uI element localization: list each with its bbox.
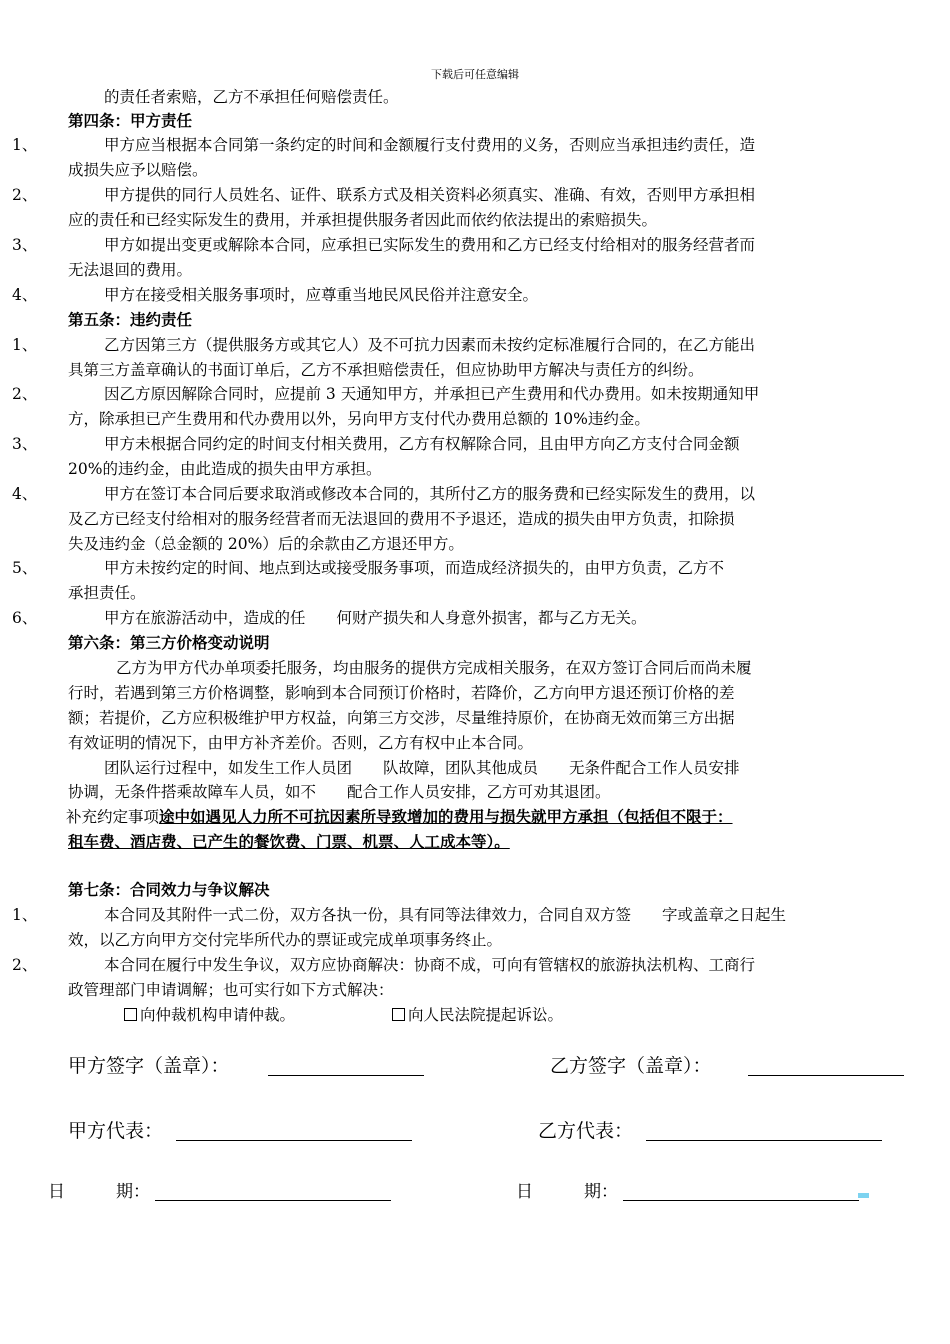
party-b-rep-label: 乙方代表： (538, 1120, 634, 1142)
body-text-line: 甲方在签订本合同后要求取消或修改本合同的，其所付乙方的服务费和已经实际发生的费用，以 (104, 485, 756, 503)
party-a-sign-label: 甲方签字（盖章）： (68, 1055, 230, 1077)
body-text-line: 的责任者索赔，乙方不承担任何赔偿责任。 (104, 88, 399, 106)
court-checkbox[interactable] (392, 1008, 405, 1021)
body-text-line: 及乙方已经支付给相对的服务经营者而无法退回的费用不予退还，造成的损失由甲方负责，扣除损 (68, 510, 735, 528)
option-arbitration[interactable] (124, 1005, 295, 1025)
body-text-line: 甲方在旅游活动中，造成的任 何财产损失和人身意外损害，都与乙方无关。 (104, 609, 647, 627)
page-header-note: 下载后可任意编辑 (431, 68, 519, 81)
body-text-line: 有效证明的情况下，由甲方补齐差价。否则，乙方有权中止本合同。 (68, 734, 534, 752)
body-text-line: 甲方提供的同行人员姓名、证件、联系方式及相关资料必须真实、准确、有效，否则甲方承担相 (104, 186, 756, 204)
party-a-sign-line[interactable] (268, 1075, 424, 1076)
clause-number: 1、 (12, 336, 38, 354)
body-text-line: 行时，若遇到第三方价格调整，影响到本合同预订价格时，若降价，乙方向甲方退还预订价格的差 (68, 684, 735, 702)
article-heading: 第六条：第三方价格变动说明 (68, 634, 270, 652)
party-a-rep-line[interactable] (176, 1140, 412, 1141)
body-text-line: 承担责任。 (68, 584, 146, 602)
article-heading: 第四条：甲方责任 (68, 112, 193, 130)
clause-number: 1、 (12, 136, 38, 154)
body-text-line: 无法退回的费用。 (68, 261, 193, 279)
supplement-line-1 (66, 807, 733, 827)
supplement-label: 补充约定事项 (66, 808, 160, 826)
article-heading: 第五条：违约责任 (68, 311, 193, 329)
body-text-line: 成损失应予以赔偿。 (68, 161, 208, 179)
clause-number: 2、 (12, 385, 38, 403)
arbitration-checkbox[interactable] (124, 1008, 137, 1021)
option-court-label: 向人民法院提起诉讼。 (408, 1006, 564, 1024)
clause-number: 3、 (12, 236, 38, 254)
party-a-rep-label: 甲方代表： (68, 1120, 164, 1142)
body-text-line: 本合同及其附件一式二份，双方各执一份，具有同等法律效力，合同自双方签 字或盖章之日起生 (104, 906, 787, 924)
article-heading: 第七条：合同效力与争议解决 (68, 881, 270, 899)
body-text-line: 甲方未根据合同约定的时间支付相关费用，乙方有权解除合同，且由甲方向乙方支付合同金额 (104, 435, 740, 453)
clause-number: 4、 (12, 485, 38, 503)
clause-number: 2、 (12, 186, 38, 204)
party-b-sign-label: 乙方签字（盖章）： (550, 1055, 712, 1077)
body-text-line: 乙方为甲方代办单项委托服务，均由服务的提供方完成相关服务，在双方签订合同后而尚未履 (116, 659, 752, 677)
body-text-line: 甲方如提出变更或解除本合同，应承担已实际发生的费用和乙方已经支付给相对的服务经营者而 (104, 236, 756, 254)
supplement-line-2 (68, 832, 510, 852)
body-text-line: 团队运行过程中，如发生工作人员团 队故障，团队其他成员 无条件配合工作人员安排 (104, 759, 740, 777)
body-text-line: 20%的违约金，由此造成的损失由甲方承担。 (68, 460, 382, 478)
body-text-line: 具第三方盖章确认的书面订单后，乙方不承担赔偿责任，但应协助甲方解决与责任方的纠纷。 (68, 361, 704, 379)
body-text-line: 甲方在接受相关服务事项时，应尊重当地民风民俗并注意安全。 (104, 286, 539, 304)
clause-number: 4、 (12, 286, 38, 304)
body-text-line: 协调，无条件搭乘故障车人员，如不 配合工作人员安排，乙方可劝其退团。 (68, 783, 611, 801)
party-a-date-label: 日 期： (48, 1182, 150, 1202)
body-text-line: 政管理部门申请调解；也可实行如下方式解决： (68, 981, 394, 999)
clause-number: 5、 (12, 559, 38, 577)
body-text-line: 因乙方原因解除合同时，应提前 3 天通知甲方，并承担已产生费用和代办费用。如未按期通知甲 (104, 385, 760, 403)
body-text-line: 应的责任和已经实际发生的费用，并承担提供服务者因此而依约依法提出的索赔损失。 (68, 211, 658, 229)
clause-number: 2、 (12, 956, 38, 974)
party-b-sign-line[interactable] (748, 1075, 904, 1076)
clause-number: 6、 (12, 609, 38, 627)
clause-number: 1、 (12, 906, 38, 924)
supplement-text-1: 途中如遇见人力所不可抗因素所导致增加的费用与损失就甲方承担（包括但不限于： (159, 808, 733, 826)
party-b-date-line[interactable] (623, 1200, 859, 1201)
supplement-text-2: 租车费、酒店费、已产生的餐饮费、门票、机票、人工成本等）。 (68, 833, 510, 851)
body-text-line: 甲方未按约定的时间、地点到达或接受服务事项，而造成经济损失的，由甲方负责，乙方不 (104, 559, 725, 577)
option-arbitration-label: 向仲裁机构申请仲裁。 (140, 1006, 296, 1024)
party-a-date-line[interactable] (155, 1200, 391, 1201)
body-text-line: 方，除承担已产生费用和代办费用以外，另向甲方支付代办费用总额的 10%违约金。 (68, 410, 650, 428)
body-text-line: 乙方因第三方（提供服务方或其它人）及不可抗力因素而未按约定标准履行合同的，在乙方能出 (104, 336, 756, 354)
highlight-mark (858, 1193, 869, 1198)
clause-number: 3、 (12, 435, 38, 453)
party-b-rep-line[interactable] (646, 1140, 882, 1141)
body-text-line: 失及违约金（总金额的 20%）后的余款由乙方退还甲方。 (68, 535, 464, 553)
body-text-line: 额；若提价，乙方应积极维护甲方权益，向第三方交涉，尽量维持原价，在协商无效而第三方出据 (68, 709, 735, 727)
body-text-line: 本合同在履行中发生争议，双方应协商解决：协商不成，可向有管辖权的旅游执法机构、工商行 (104, 956, 756, 974)
party-b-date-label: 日 期： (516, 1182, 618, 1202)
body-text-line: 效，以乙方向甲方交付完毕所代办的票证或完成单项事务终止。 (68, 931, 503, 949)
option-court[interactable] (392, 1005, 563, 1025)
body-text-line: 甲方应当根据本合同第一条约定的时间和金额履行支付费用的义务，否则应当承担违约责任，造 (104, 136, 756, 154)
